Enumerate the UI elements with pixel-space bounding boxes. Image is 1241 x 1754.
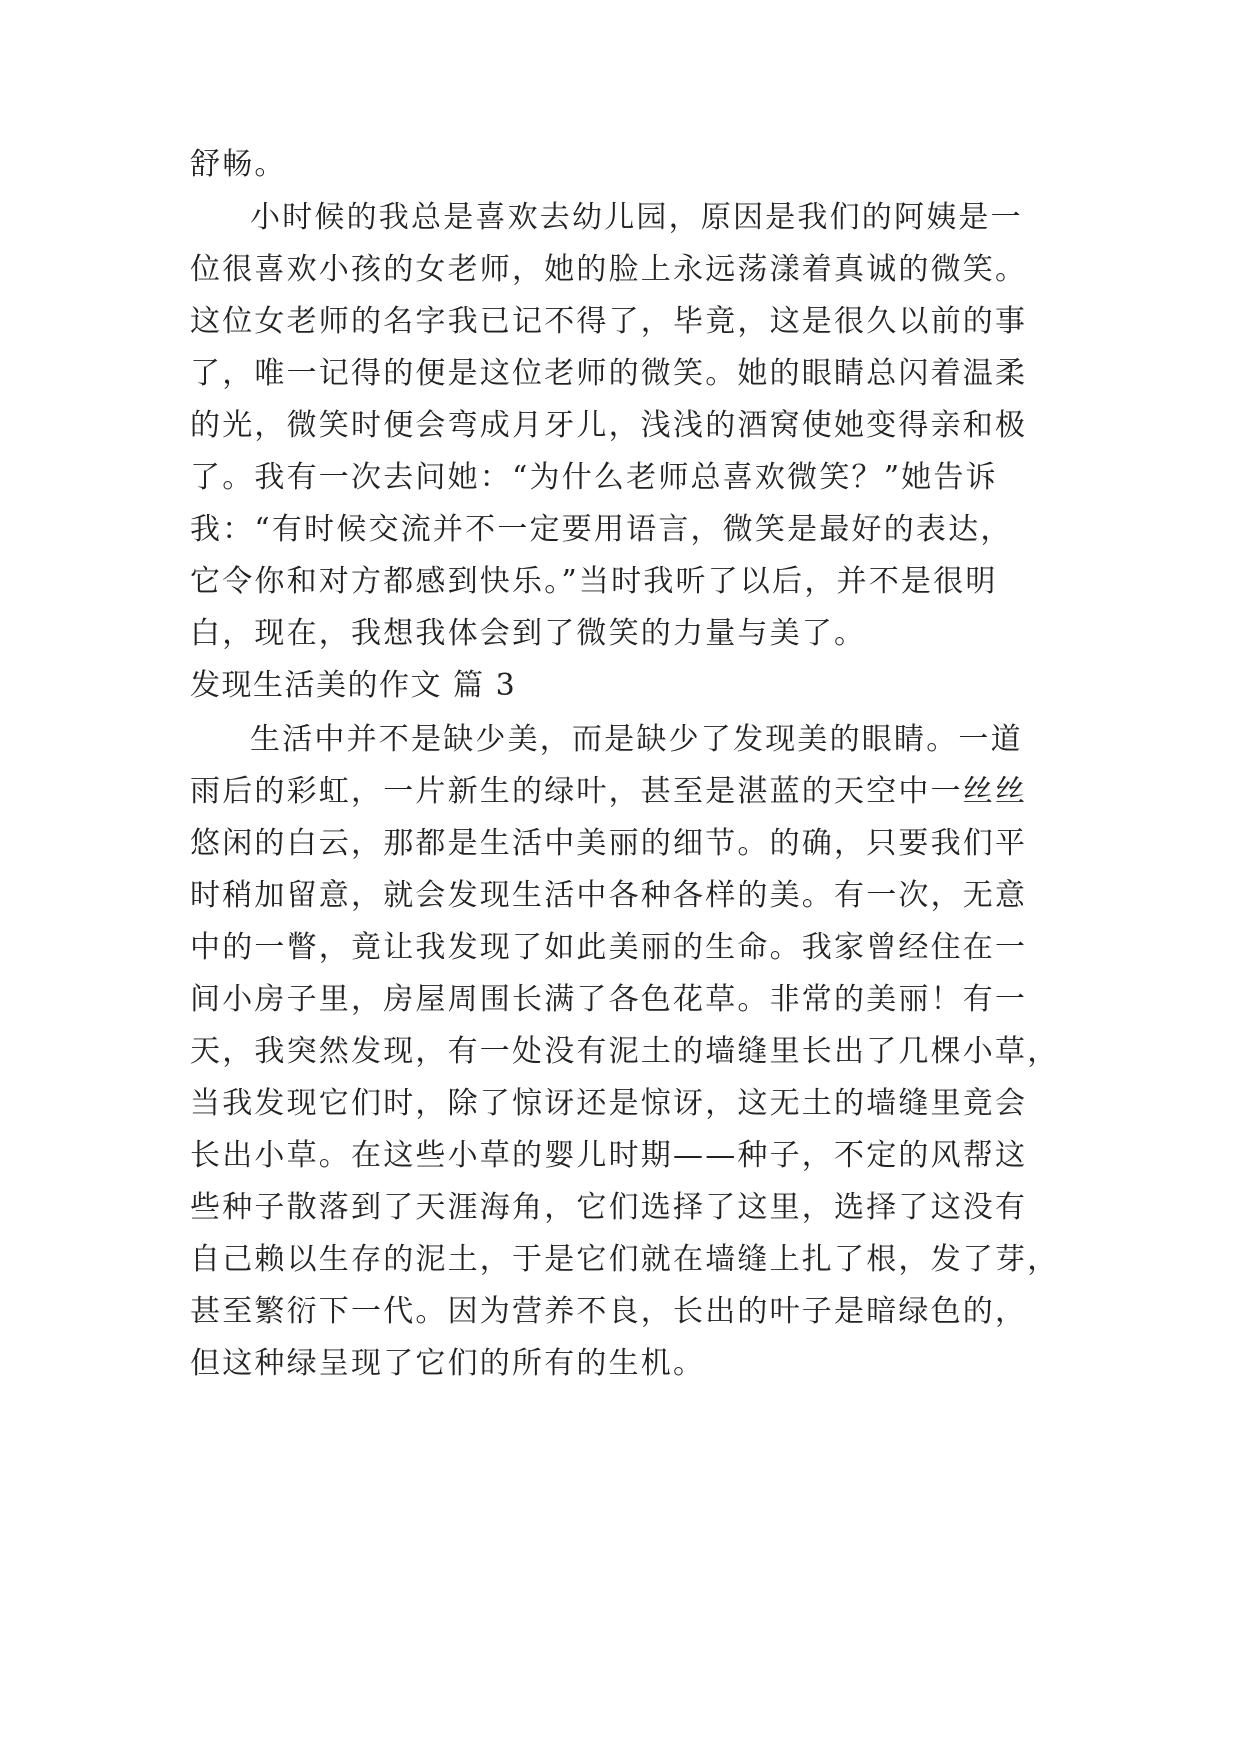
paragraph-line: 我：“有时候交流并不一定要用语言，微笑是最好的表达， [190, 512, 1013, 547]
paragraph-line: 些种子散落到了天涯海角，它们选择了这里，选择了这没有 [190, 1190, 1028, 1225]
paragraph-line: 天，我突然发现，有一处没有泥土的墙缝里长出了几棵小草， [190, 1034, 1060, 1069]
paragraph-line: 间小房子里，房屋周围长满了各色花草。非常的美丽！有一 [190, 982, 1028, 1017]
paragraph-line: 位很喜欢小孩的女老师，她的脸上永远荡漾着真诚的微笑。 [190, 252, 1028, 287]
paragraph-line: 舒畅。 [190, 147, 287, 182]
paragraph-line: 但这种绿呈现了它们的所有的生机。 [190, 1346, 706, 1381]
paragraph-line: 这位女老师的名字我已记不得了，毕竟，这是很久以前的事 [190, 304, 1028, 339]
paragraph-line: 雨后的彩虹，一片新生的绿叶，甚至是湛蓝的天空中一丝丝 [190, 774, 1028, 809]
paragraph-line: 它令你和对方都感到快乐。”当时我听了以后，并不是很明 [190, 564, 998, 599]
paragraph-line: 生活中并不是缺少美，而是缺少了发现美的眼睛。一道 [250, 722, 1023, 757]
paragraph-line: 的光，微笑时便会弯成月牙儿，浅浅的酒窝使她变得亲和极 [190, 408, 1028, 443]
paragraph-line: 中的一瞥，竟让我发现了如此美丽的生命。我家曾经住在一 [190, 930, 1028, 965]
paragraph-line: 当我发现它们时，除了惊讶还是惊讶，这无土的墙缝里竟会 [190, 1086, 1028, 1121]
paragraph-line: 长出小草。在这些小草的婴儿时期——种子，不定的风帮这 [190, 1138, 1028, 1173]
paragraph-line: 了。我有一次去问她：“为什么老师总喜欢微笑？”她告诉 [190, 460, 998, 495]
paragraph-line: 悠闲的白云，那都是生活中美丽的细节。的确，只要我们平 [190, 826, 1028, 861]
section-heading: 发现生活美的作文 篇 3 [190, 668, 517, 703]
paragraph-line: 了，唯一记得的便是这位老师的微笑。她的眼睛总闪着温柔 [190, 356, 1028, 391]
paragraph-line: 白，现在，我想我体会到了微笑的力量与美了。 [190, 616, 867, 651]
paragraph-line: 小时候的我总是喜欢去幼儿园，原因是我们的阿姨是一 [250, 200, 1023, 235]
paragraph-line: 时稍加留意，就会发现生活中各种各样的美。有一次，无意 [190, 878, 1028, 913]
paragraph-line: 甚至繁衍下一代。因为营养不良，长出的叶子是暗绿色的， [190, 1294, 1028, 1329]
paragraph-line: 自己赖以生存的泥土，于是它们就在墙缝上扎了根，发了芽， [190, 1242, 1060, 1277]
